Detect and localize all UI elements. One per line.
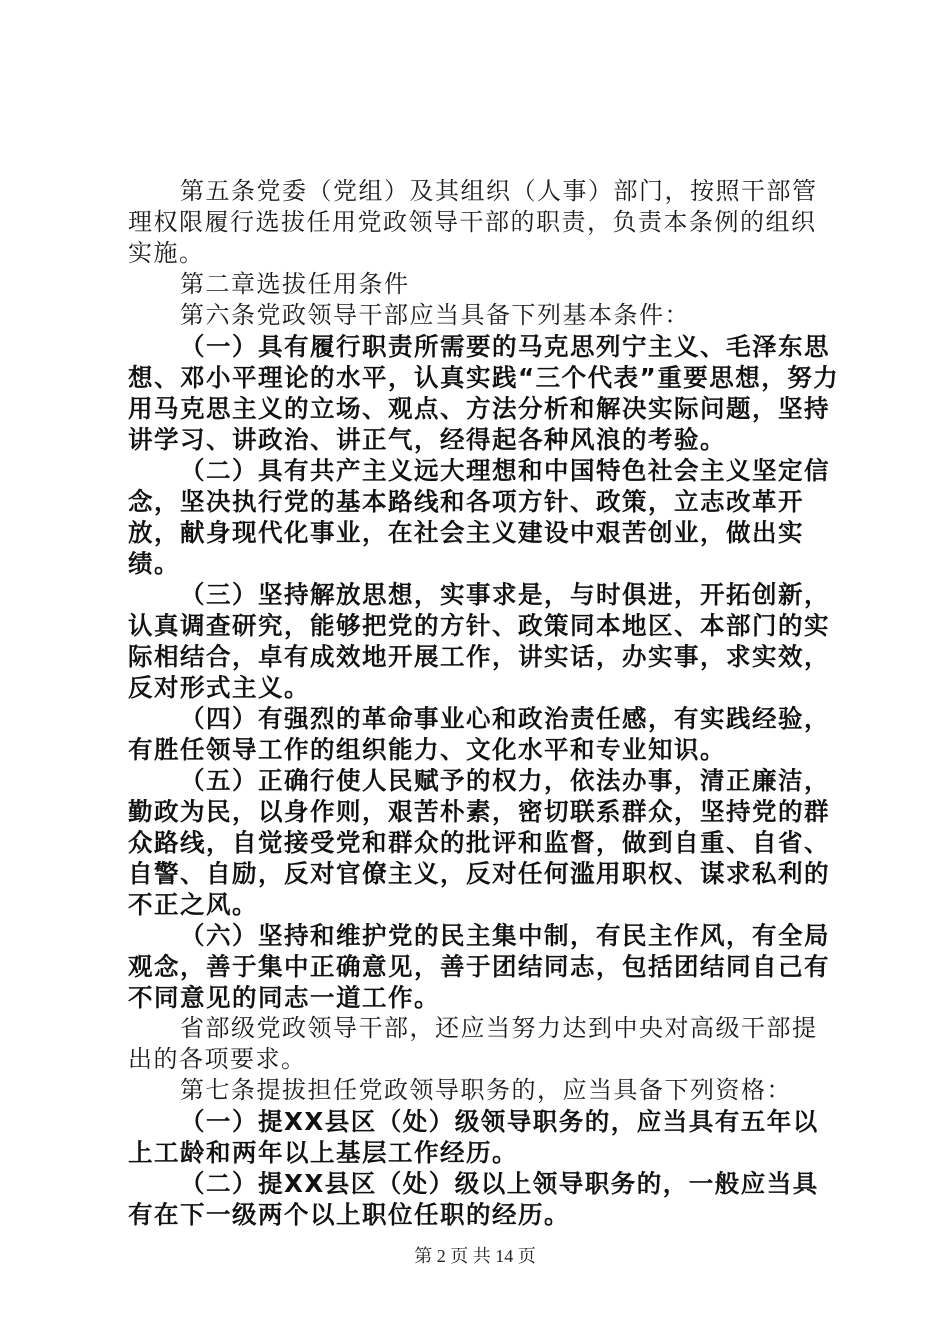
condition-5-paragraph: （五）正确行使人民赋予的权力，依法办事，清正廉洁，勤政为民，以身作则，艰苦朴素，密切联系群众，坚持党的群众路线，自觉接受党和群众的批评和监督，做到自重、自省、自警、自励，反对官僚主义，反对任何滥用职权、谋求私利的不正之风。 bbox=[128, 766, 830, 919]
chapter-2-heading: 第二章选拔任用条件 bbox=[180, 270, 410, 298]
condition-1-paragraph: （一）具有履行职责所需要的马克思列宁主义、毛泽东思想、邓小平理论的水平，认真实践“三个代表”重要思想，努力用马克思主义的立场、观点、方法分析和解决实际问题，坚持讲学习、讲政治、讲正气，经得起各种风浪的考验。 bbox=[128, 332, 840, 454]
document-body bbox=[128, 176, 840, 1230]
page-number-footer: 第 2 页 共 14 页 bbox=[414, 1246, 536, 1266]
article-7-paragraph: 第七条提拔担任党政领导职务的，应当具备下列资格： bbox=[180, 1076, 792, 1104]
condition-3-paragraph: （三）坚持解放思想，实事求是，与时俱进，开拓创新，认真调查研究，能够把党的方针、政策同本地区、本部门的实际相结合，卓有成效地开展工作，讲实话，办实事，求实效，反对形式主义。 bbox=[128, 580, 830, 702]
condition-6-paragraph: （六）坚持和维护党的民主集中制，有民主作风，有全局观念，善于集中正确意见，善于团结同志，包括团结同自己有不同意见的同志一道工作。 bbox=[128, 921, 830, 1012]
qualification-1-paragraph: （一）提XX县区（处）级领导职务的，应当具有五年以上工龄和两年以上基层工作经历。 bbox=[128, 1107, 819, 1167]
condition-2-paragraph: （二）具有共产主义远大理想和中国特色社会主义坚定信念，坚决执行党的基本路线和各项方针、政策，立志改革开放，献身现代化事业，在社会主义建设中艰苦创业，做出实绩。 bbox=[128, 456, 830, 578]
condition-4-paragraph: （四）有强烈的革命事业心和政治责任感，有实践经验，有胜任领导工作的组织能力、文化水平和专业知识。 bbox=[128, 704, 830, 764]
article-6-paragraph: 第六条党政领导干部应当具备下列基本条件： bbox=[180, 301, 690, 329]
qualification-2-paragraph: （二）提XX县区（处）级以上领导职务的，一般应当具有在下一级两个以上职位任职的经历。 bbox=[128, 1169, 819, 1229]
article-5-paragraph: 第五条党委（党组）及其组织（人事）部门，按照干部管理权限履行选拔任用党政领导干部的职责，负责本条例的组织实施。 bbox=[128, 177, 818, 267]
provincial-requirement-paragraph: 省部级党政领导干部，还应当努力达到中央对高级干部提出的各项要求。 bbox=[128, 1014, 818, 1073]
